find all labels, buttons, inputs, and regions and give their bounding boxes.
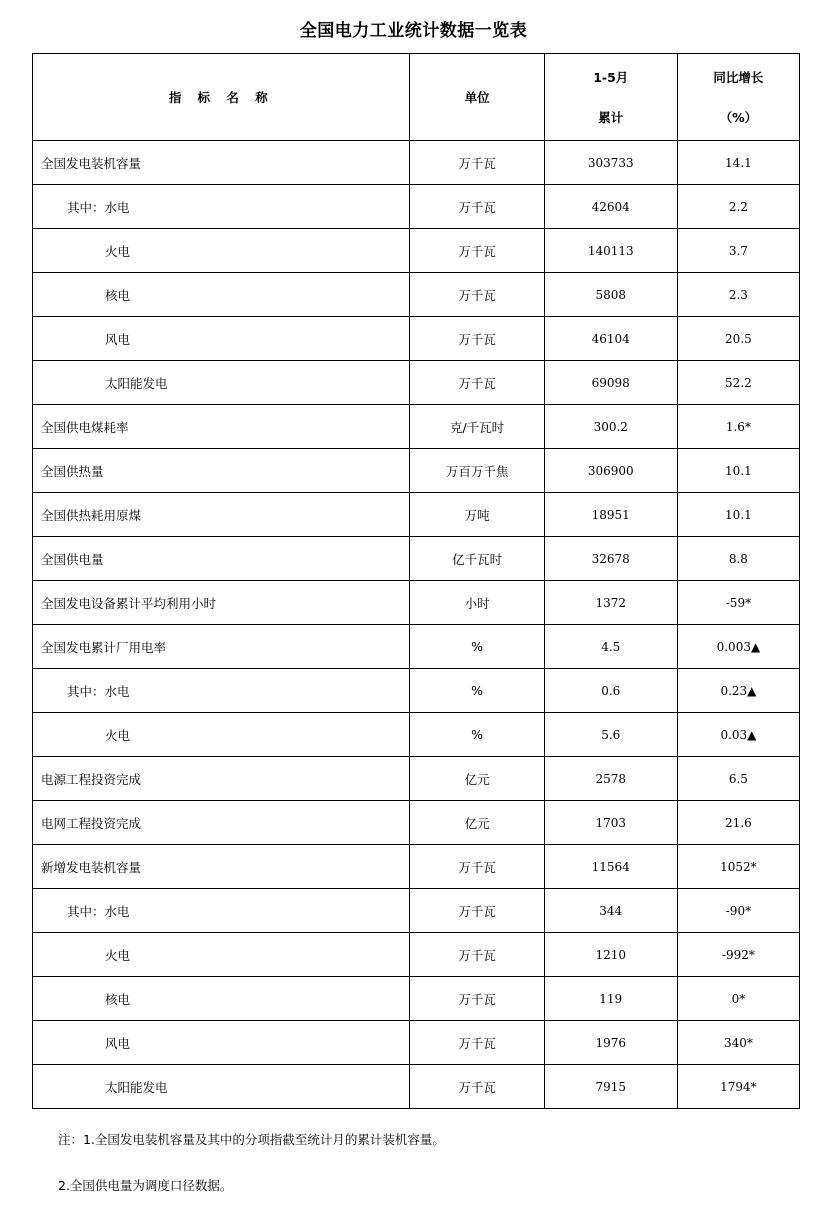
indicator-name-cell [33,141,410,185]
unit-cell-text: 万千瓦 [458,287,496,303]
yoy-growth-cell [677,713,799,757]
unit-cell [410,361,544,405]
indicator-name-cell-text: 核电 [105,287,131,303]
cumulative-value-cell [544,581,677,625]
indicator-name-cell-text: 全国发电装机容量 [41,155,142,171]
cumulative-value-cell [544,669,677,713]
yoy-growth-cell-text: 0* [731,991,746,1006]
cumulative-value-cell-text: 11564 [591,859,630,874]
indicator-name-cell-text: 太阳能发电 [105,1079,168,1095]
cumulative-value-cell-text: 5808 [595,287,627,302]
yoy-growth-cell-text: 0.03▲ [720,727,757,742]
cumulative-value-cell [544,845,677,889]
table-row [33,317,800,361]
unit-cell-text: 万千瓦 [458,991,496,1007]
indicator-name-cell [33,889,410,933]
unit-cell-text: 亿元 [464,815,490,831]
indicator-name-cell-text: 火电 [105,243,131,259]
unit-cell [410,449,544,493]
unit-cell-text: 万千瓦 [458,1079,496,1095]
unit-cell-text: % [471,639,484,654]
unit-cell-text: 克/千瓦时 [449,419,505,435]
header-unit [410,54,544,141]
indicator-name-cell-text: 全国供电煤耗率 [41,419,129,435]
unit-cell-text: % [471,727,484,742]
cumulative-value-cell-text: 32678 [591,551,630,566]
document-title: 全国电力工业统计数据一览表 [299,21,528,41]
unit-cell-text: % [471,683,484,698]
yoy-growth-cell-text: 1052* [720,859,757,874]
indicator-name-cell-text: 火电 [105,727,131,743]
cumulative-value-cell [544,933,677,977]
yoy-growth-cell-text: 340* [723,1035,753,1050]
cumulative-value-cell-text: 306900 [587,463,634,478]
yoy-growth-cell-text: 6.5 [728,771,748,786]
yoy-growth-cell [677,757,799,801]
table-row [33,625,800,669]
yoy-growth-cell-text: 21.6 [725,815,752,830]
indicator-name-cell [33,933,410,977]
indicator-name-cell-text: 核电 [105,991,131,1007]
indicator-name-cell [33,801,410,845]
yoy-growth-cell-text: 2.2 [728,199,748,214]
statistics-table [32,53,800,1109]
unit-cell [410,801,544,845]
cumulative-value-cell-text: 7915 [595,1079,627,1094]
footnote-1: 注：1.全国发电装机容量及其中的分项指截至统计月的累计装机容量。 [58,1132,445,1147]
indicator-name-cell-text: 其中：水电 [67,199,130,215]
cumulative-value-cell [544,185,677,229]
cumulative-value-cell-text: 1210 [595,947,627,962]
yoy-growth-cell [677,229,799,273]
unit-cell [410,229,544,273]
yoy-growth-cell [677,405,799,449]
unit-cell [410,625,544,669]
indicator-name-cell-text: 新增发电装机容量 [41,859,142,875]
indicator-name-cell [33,273,410,317]
yoy-growth-cell-text: -59* [725,595,752,610]
yoy-growth-cell-text: 20.5 [725,331,752,346]
indicator-name-cell-text: 其中：水电 [67,683,130,699]
table-row [33,273,800,317]
table-row [33,977,800,1021]
indicator-name-cell-text: 风电 [105,331,131,347]
table-row [33,1065,800,1109]
yoy-growth-cell [677,669,799,713]
indicator-name-cell [33,669,410,713]
indicator-name-cell-text: 全国发电累计厂用电率 [41,639,167,655]
cumulative-value-cell [544,713,677,757]
yoy-growth-cell-text: 10.1 [725,463,752,478]
indicator-name-cell [33,537,410,581]
unit-cell-text: 万千瓦 [458,199,496,215]
unit-cell [410,141,544,185]
cumulative-value-cell-text: 46104 [591,331,630,346]
table-row [33,405,800,449]
yoy-growth-cell-text: 14.1 [725,155,752,170]
cumulative-value-cell [544,449,677,493]
yoy-growth-cell-text: 3.7 [728,243,748,258]
cumulative-value-cell [544,1065,677,1109]
yoy-growth-cell [677,625,799,669]
cumulative-value-cell [544,317,677,361]
unit-cell-text: 万吨 [464,507,490,523]
yoy-growth-cell-text: 10.1 [725,507,752,522]
header-yoy-bottom: （%） [719,110,758,125]
cumulative-value-cell-text: 344 [599,903,623,918]
table-row [33,185,800,229]
table-row [33,493,800,537]
yoy-growth-cell [677,581,799,625]
unit-cell [410,185,544,229]
unit-cell-text: 万千瓦 [458,155,496,171]
table-row [33,361,800,405]
indicator-name-cell [33,845,410,889]
indicator-name-cell [33,229,410,273]
unit-cell-text: 亿元 [464,771,490,787]
yoy-growth-cell [677,361,799,405]
cumulative-value-cell [544,229,677,273]
footnote-2: 2.全国供电量为调度口径数据。 [58,1178,233,1193]
header-yoy-top: 同比增长 [713,70,764,85]
cumulative-value-cell-text: 2578 [595,771,627,786]
unit-cell [410,1021,544,1065]
cumulative-value-cell-text: 18951 [591,507,630,522]
unit-cell [410,1065,544,1109]
yoy-growth-cell [677,933,799,977]
cumulative-value-cell [544,757,677,801]
unit-cell-text: 小时 [464,595,490,611]
unit-cell [410,537,544,581]
unit-cell-text: 万千瓦 [458,375,496,391]
indicator-name-cell-text: 电源工程投资完成 [41,771,142,787]
header-unit-label: 单位 [464,90,490,105]
yoy-growth-cell-text: 2.3 [728,287,748,302]
cumulative-value-cell [544,361,677,405]
yoy-growth-cell [677,449,799,493]
indicator-name-cell-text: 全国供热耗用原煤 [41,507,142,523]
yoy-growth-cell [677,493,799,537]
unit-cell [410,493,544,537]
table-row [33,669,800,713]
yoy-growth-cell [677,317,799,361]
yoy-growth-cell-text: -992* [721,947,755,962]
yoy-growth-cell [677,977,799,1021]
cumulative-value-cell-text: 119 [599,991,623,1006]
yoy-growth-cell [677,1065,799,1109]
indicator-name-cell [33,625,410,669]
table-row [33,229,800,273]
cumulative-value-cell [544,405,677,449]
unit-cell-text: 万千瓦 [458,331,496,347]
unit-cell [410,669,544,713]
yoy-growth-cell-text: 0.003▲ [716,639,761,654]
cumulative-value-cell-text: 5.6 [601,727,621,742]
yoy-growth-cell [677,801,799,845]
yoy-growth-cell-text: 8.8 [728,551,748,566]
unit-cell-text: 万百万千焦 [445,463,509,479]
yoy-growth-cell-text: 0.23▲ [720,683,757,698]
cumulative-value-cell-text: 69098 [591,375,630,390]
yoy-growth-cell-text: 1.6* [725,419,751,434]
unit-cell [410,273,544,317]
cumulative-value-cell-text: 42604 [591,199,630,214]
cumulative-value-cell [544,141,677,185]
indicator-name-cell [33,185,410,229]
indicator-name-cell [33,977,410,1021]
table-row [33,845,800,889]
header-indicator-name-label: 指 标 名 称 [168,90,274,105]
unit-cell [410,317,544,361]
indicator-name-cell [33,581,410,625]
cumulative-value-cell [544,801,677,845]
yoy-growth-cell-text: 52.2 [725,375,752,390]
unit-cell [410,845,544,889]
cumulative-value-cell [544,493,677,537]
cumulative-value-cell-text: 1703 [595,815,627,830]
table-body [33,141,800,1109]
table-row [33,889,800,933]
cumulative-value-cell [544,889,677,933]
header-period [544,54,677,141]
cumulative-value-cell [544,977,677,1021]
header-period-bottom: 累计 [598,110,624,125]
yoy-growth-cell [677,273,799,317]
yoy-growth-cell [677,185,799,229]
table-row [33,141,800,185]
indicator-name-cell-text: 电网工程投资完成 [41,815,142,831]
indicator-name-cell [33,1065,410,1109]
unit-cell [410,581,544,625]
indicator-name-cell [33,757,410,801]
header-period-top: 1-5月 [593,70,629,85]
table-header-row [33,54,800,141]
indicator-name-cell-text: 全国供电量 [41,551,104,567]
unit-cell [410,757,544,801]
cumulative-value-cell [544,273,677,317]
yoy-growth-cell [677,537,799,581]
cumulative-value-cell [544,625,677,669]
unit-cell [410,713,544,757]
unit-cell-text: 万千瓦 [458,859,496,875]
cumulative-value-cell-text: 1976 [595,1035,627,1050]
cumulative-value-cell-text: 300.2 [593,419,628,434]
unit-cell [410,405,544,449]
cumulative-value-cell [544,1021,677,1065]
unit-cell-text: 万千瓦 [458,243,496,259]
indicator-name-cell-text: 太阳能发电 [105,375,168,391]
indicator-name-cell-text: 火电 [105,947,131,963]
cumulative-value-cell-text: 303733 [587,155,634,170]
indicator-name-cell [33,449,410,493]
cumulative-value-cell-text: 4.5 [601,639,621,654]
unit-cell [410,977,544,1021]
yoy-growth-cell-text: -90* [725,903,752,918]
indicator-name-cell-text: 全国供热量 [41,463,104,479]
table-row [33,801,800,845]
table-row [33,537,800,581]
indicator-name-cell-text: 风电 [105,1035,131,1051]
yoy-growth-cell [677,1021,799,1065]
cumulative-value-cell-text: 1372 [595,595,627,610]
unit-cell-text: 万千瓦 [458,947,496,963]
yoy-growth-cell [677,845,799,889]
header-indicator-name [33,54,410,141]
table-row [33,713,800,757]
indicator-name-cell [33,493,410,537]
indicator-name-cell [33,317,410,361]
unit-cell [410,933,544,977]
yoy-growth-cell [677,141,799,185]
indicator-name-cell [33,713,410,757]
unit-cell-text: 亿千瓦时 [452,551,503,567]
yoy-growth-cell [677,889,799,933]
unit-cell-text: 万千瓦 [458,903,496,919]
table-row [33,581,800,625]
unit-cell-text: 万千瓦 [458,1035,496,1051]
indicator-name-cell [33,405,410,449]
indicator-name-cell-text: 全国发电设备累计平均利用小时 [41,595,217,611]
cumulative-value-cell-text: 0.6 [601,683,621,698]
indicator-name-cell-text: 其中：水电 [67,903,130,919]
cumulative-value-cell-text: 140113 [587,243,634,258]
indicator-name-cell [33,1021,410,1065]
cumulative-value-cell [544,537,677,581]
yoy-growth-cell-text: 1794* [720,1079,757,1094]
table-row [33,933,800,977]
table-row [33,757,800,801]
header-yoy [677,54,799,141]
table-row [33,449,800,493]
table-row [33,1021,800,1065]
indicator-name-cell [33,361,410,405]
unit-cell [410,889,544,933]
